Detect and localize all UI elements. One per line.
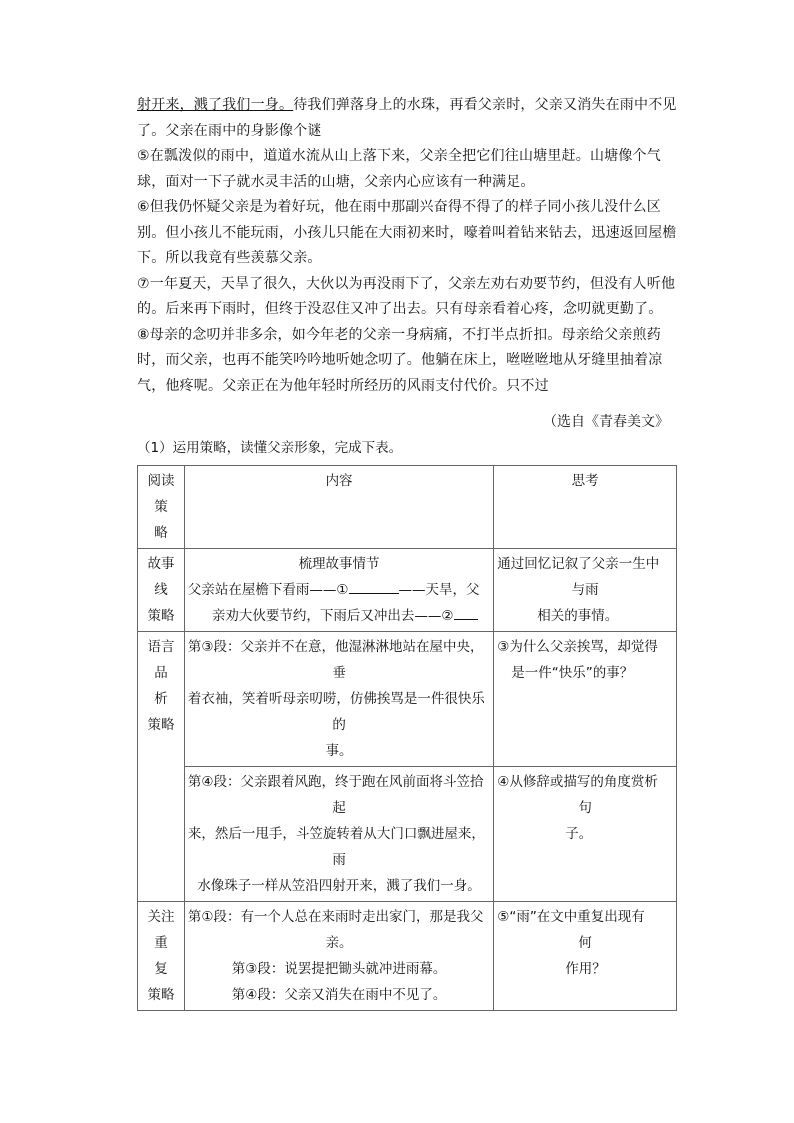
cell-language-thinking-a: ③为什么父亲挨骂，却觉得 是一件“快乐”的事？ — [494, 632, 677, 767]
cell-storyline-thinking: 通过回忆记叙了父亲一生中 与雨 相关的事情。 — [494, 549, 677, 632]
cell-language-content-a: 第③段：父亲并不在意，他湿淋淋地站在屋中央， 垂 着衣袖，笑着听母亲叨唠，仿佛挨骂是一件很快乐 的 事。 — [184, 632, 493, 767]
row-label-storyline: 故事线 策略 — [138, 549, 185, 632]
cell-storyline-content: 梳理故事情节 父亲站在屋檐下看雨——① ——天旱，父 亲劝大伙要节约，下雨后又冲出去——② — [184, 549, 493, 632]
document-page — [137, 93, 677, 1011]
header-content: 内容 — [184, 466, 493, 549]
table-row — [138, 632, 677, 767]
table-row — [138, 902, 677, 1011]
answer-blank-2[interactable] — [454, 605, 478, 620]
source-citation: （选自《青春美文》 — [543, 414, 669, 430]
paragraph-7: ⑦一年夏天，天旱了很久，大伙以为再没雨下了，父亲左劝右劝要节约，但没有人听他的。后来再下雨时，但终于没忍住又冲了出去。只有母亲看着心疼，念叨就更勤了。 — [137, 275, 676, 317]
paragraph-8: ⑧母亲的念叨并非多余，如今年老的父亲一身病痛，不打半点折扣。母亲给父亲煎药时，而父亲，也再不能笑吟吟地听她念叨了。他躺在床上，咝咝咝地从牙缝里抽着凉气，他疼呢。父亲正在为他年轻时所经历的风雨支付代价。只不过 — [137, 326, 663, 394]
paragraph-5: ⑤在瓢泼似的雨中，道道水流从山上落下来，父亲全把它们往山塘里赶。山塘像个气球，面对一下子就水灵丰活的山塘，父亲内心应该有一种满足。 — [137, 148, 661, 190]
cell-repetition-thinking: ⑤“雨”在文中重复出现有 何 作用？ — [494, 902, 677, 1011]
cell-language-content-b: 第④段：父亲跟着风跑，终于跑在风前面将斗笠拾 起 来，然后一甩手，斗笠旋转着从大门口飘进屋来， 雨 水像珠子一样从笠沿四射开来，溅了我们一身。 — [184, 767, 493, 902]
cell-language-thinking-b: ④从修辞或描写的角度赏析 句 子。 — [494, 767, 677, 902]
cell-repetition-content: 第①段：有一个人总在来雨时走出家门，那是我父 亲。 第③段：说罢提把锄头就冲进雨幕。 第④段：父亲又消失在雨中不见了。 — [184, 902, 493, 1011]
row-label-repetition: 关注重 复 策略 — [138, 902, 185, 1011]
answer-blank-1[interactable] — [349, 579, 399, 594]
table-row — [138, 549, 677, 632]
header-strategy: 阅读策 略 — [138, 466, 185, 549]
header-thinking: 思考 — [494, 466, 677, 549]
underlined-text: 射开来，溅了我们一身。 — [137, 97, 294, 113]
strategy-table — [137, 465, 677, 1011]
table-header-row — [138, 466, 677, 549]
paragraph-6: ⑥但我仍怀疑父亲是为着好玩，他在雨中那副兴奋得不得了的样子同小孩儿没什么区别。但小孩儿不能玩雨，小孩儿只能在大雨初来时，嚎着叫着钻来钻去，迅速返回屋檐下。所以我竟有些羡慕父亲。 — [137, 199, 677, 266]
paragraph-intro: 射开来，溅了我们一身。待我们弹落身上的水珠，再看父亲时，父亲又消失在雨中不见了。父亲在雨中的身影像个谜 — [137, 97, 677, 139]
row-label-language: 语言品 析 策略 — [138, 632, 185, 902]
question-1: （1）运用策略，读懂父亲形象，完成下表。 — [137, 440, 403, 456]
table-row — [138, 767, 677, 902]
